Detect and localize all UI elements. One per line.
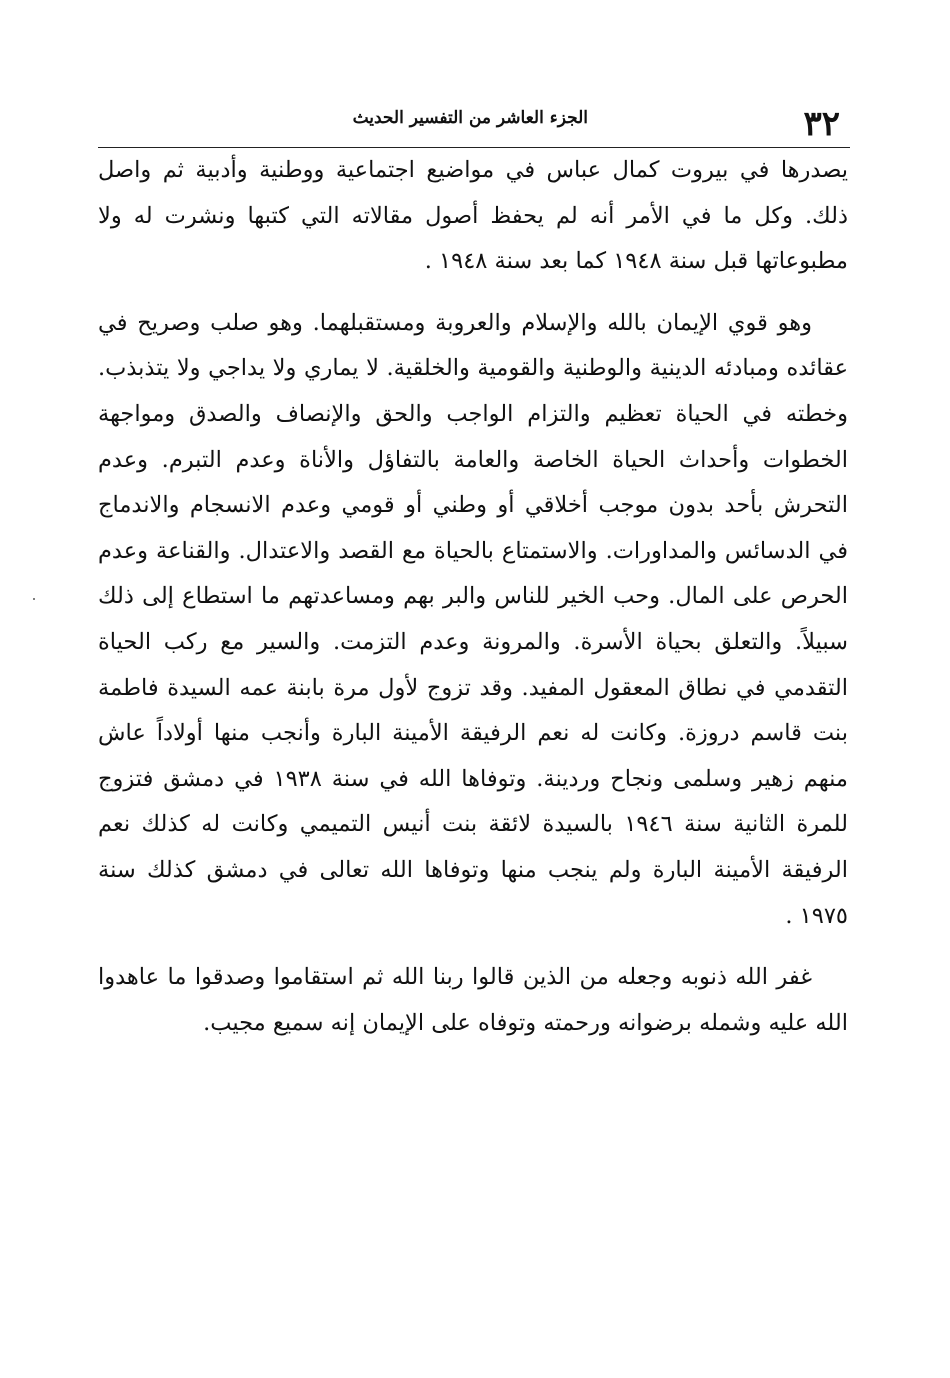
running-title: الجزء العاشر من التفسير الحديث xyxy=(352,108,588,128)
paragraph-spacer xyxy=(98,285,848,301)
paragraph-spacer xyxy=(98,939,848,955)
page-header xyxy=(98,96,850,146)
paragraph-prayer: غفر الله ذنوبه وجعله من الذين قالوا ربنا الله ثم استقاموا وصدقوا ما عاهدوا الله عليه وشمله برضوانه ورحمته وتوفاه على الإيمان إنه سميع مجيب. xyxy=(98,964,848,1036)
paragraph-continuation: يصدرها في بيروت كمال عباس في مواضيع اجتماعية ووطنية وأدبية ثم واصل ذلك. وكل ما في الأمر أنه لم يحفظ أصول مقالاته التي كتبها ونشرت له ولا مطبوعاتها قبل سنة ١٩٤٨ كما بعد سنة ١٩٤٨ . xyxy=(98,157,848,275)
scan-speck xyxy=(33,598,35,600)
page-number: ٣٢ xyxy=(803,104,840,144)
paragraph-biography: وهو قوي الإيمان بالله والإسلام والعروبة ومستقبلهما. وهو صلب وصريح في عقائده ومبادئه الدينية والوطنية والقومية والخلقية. لا يماري ولا يداجي ولا يتذبذب. وخطته في الحياة تعظيم والتزام الواجب والحق والإنصاف والصدق ومواجهة الخطوات وأحداث الحياة الخاصة والعامة بالتفاؤل والأناة وعدم التبرم. وعدم التحرش بأحد بدون موجب أخلاقي أو وطني أو قومي وعدم الانسجام والاندماج في الدسائس والمداورات. والاستمتاع بالحياة مع القصد والاعتدال. والقناعة وعدم الحرص على المال. وحب الخير للناس والبر بهم ومساعدتهم ما استطاع إلى ذلك سبيلاً. والتعلق بحياة الأسرة. والمرونة وعدم التزمت. والسير مع ركب الحياة التقدمي في نطاق المعقول المفيد. وقد تزوج لأول مرة بابنة عمه السيدة فاطمة بنت قاسم دروزة. وكانت له نعم الرفيقة الأمينة البارة وأنجب منها أولاداً عاش منهم زهير وسلمى ونجاح وردينة. وتوفاها الله في سنة ١٩٣٨ في دمشق فتزوج للمرة الثانية سنة ١٩٤٦ بالسيدة لائقة بنت أنيس التميمي وكانت له كذلك نعم الرفيقة الأمينة البارة ولم ينجب منها وتوفاها الله تعالى في دمشق كذلك سنة ١٩٧٥ . xyxy=(98,309,848,929)
body-text xyxy=(98,148,848,1046)
